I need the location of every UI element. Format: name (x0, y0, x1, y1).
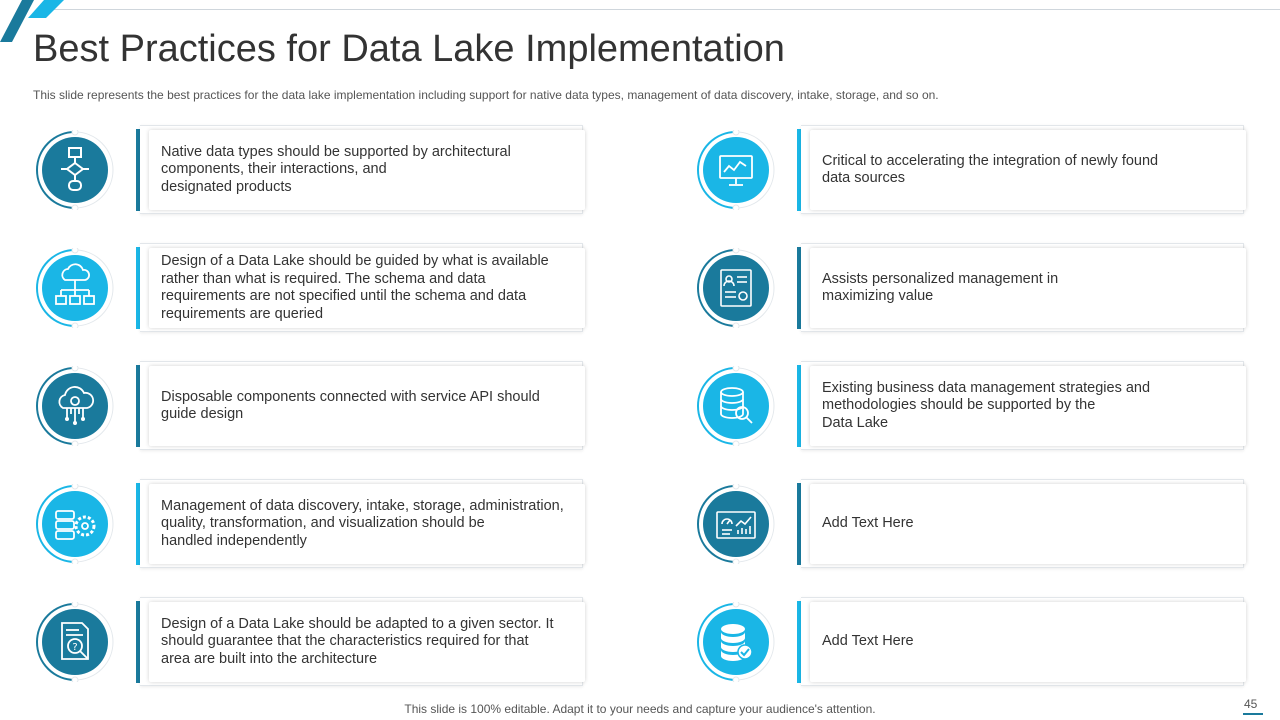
cloud-network-icon (35, 248, 115, 328)
practice-item (35, 242, 590, 332)
practice-item (35, 478, 590, 568)
cloud-circuit-icon (35, 366, 115, 446)
practice-card (149, 602, 585, 682)
practice-text: Design of a Data Lake should be adapted to a given sector. It should guarantee that the characteristics required for that area are built into the architecture (161, 615, 554, 667)
practice-text: Add Text Here (822, 633, 914, 650)
practice-text: Disposable components connected with service API should guide design (161, 388, 540, 422)
practice-text: Design of a Data Lake should be guided by what is available rather than what is required. The schema and data requirements are not specified until the schema and data requirements are queried (161, 253, 549, 322)
practice-card (810, 602, 1246, 682)
practice-card (810, 366, 1246, 446)
practice-item (35, 360, 590, 450)
practice-item (696, 242, 1251, 332)
practice-card (810, 484, 1246, 564)
svg-text:?: ? (72, 642, 78, 653)
slide-subtitle: This slide represents the best practices for the data lake implementation including support for native data types, management of data discovery, intake, storage, and so on. (33, 88, 939, 102)
monitor-chart-icon (696, 130, 776, 210)
practice-card (149, 484, 585, 564)
practice-card (810, 130, 1246, 210)
practice-text: Add Text Here (822, 515, 914, 532)
document-question-icon (35, 602, 115, 682)
dashboard-icon (696, 484, 776, 564)
practice-item (35, 596, 590, 686)
practice-item (696, 596, 1251, 686)
practice-card (149, 130, 585, 210)
practice-item (696, 124, 1251, 214)
page-number-underline (1243, 713, 1263, 715)
top-divider (40, 9, 1280, 10)
server-gear-icon (35, 484, 115, 564)
practice-text: Critical to accelerating the integration of newly found data sources (822, 152, 1159, 186)
footer-note: This slide is 100% editable. Adapt it to your needs and capture your audience's attention. (404, 702, 876, 716)
slide-title: Best Practices for Data Lake Implementation (33, 28, 785, 70)
profile-settings-icon (696, 248, 776, 328)
page-number: 45 (1244, 697, 1258, 711)
practice-card (149, 366, 585, 446)
practice-text: Native data types should be supported by architectural components, their interactions, and designated products (161, 143, 511, 195)
practice-card (149, 248, 585, 328)
practice-item (696, 360, 1251, 450)
flowchart-icon (35, 130, 115, 210)
database-check-icon (696, 602, 776, 682)
practice-item (696, 478, 1251, 568)
practice-item (35, 124, 590, 214)
practice-card (810, 248, 1246, 328)
practice-text: Management of data discovery, intake, storage, administration, quality, transformation, and visualization should be handled independently (161, 497, 564, 549)
practice-text: Assists personalized management in maximizing value (822, 270, 1059, 304)
practice-text: Existing business data management strategies and methodologies should be supported by the Data Lake (822, 379, 1151, 431)
database-search-icon (696, 366, 776, 446)
